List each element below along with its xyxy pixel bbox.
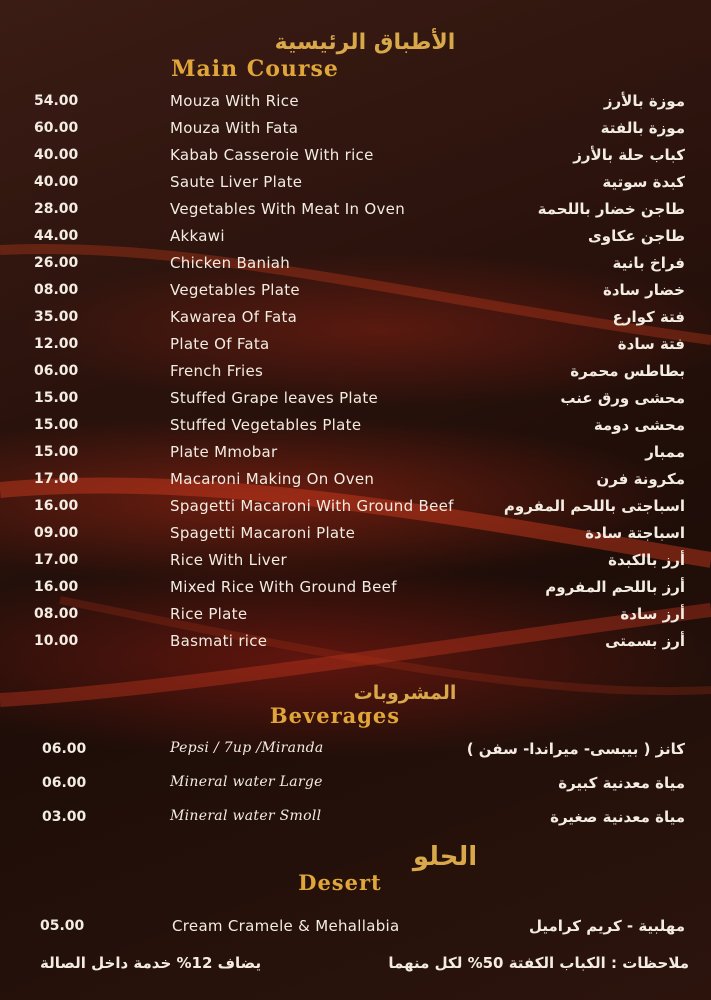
main-course-heading: [200, 30, 530, 55]
item-name-en: Kabab Casseroie With rice: [170, 146, 374, 164]
desert-title-ar: الحلو: [412, 842, 478, 872]
item-name-en: Mineral water Large: [170, 774, 323, 790]
menu-item: [0, 771, 711, 798]
item-price: 09.00: [34, 525, 79, 541]
beverages-heading: [330, 682, 480, 704]
item-price: 40.00: [34, 174, 79, 190]
item-price: 08.00: [34, 282, 79, 298]
item-name-ar: فتة سادة: [617, 335, 685, 353]
beverages-title-ar: المشروبات: [353, 682, 457, 704]
item-price: 06.00: [42, 775, 87, 791]
item-price: 08.00: [34, 606, 79, 622]
item-name-en: Stuffed Vegetables Plate: [170, 416, 362, 434]
item-name-en: Stuffed Grape leaves Plate: [170, 389, 379, 407]
beverages-heading-en: [225, 703, 445, 728]
item-name-ar: اسباجتى باللحم المفروم: [503, 497, 685, 515]
item-price: 16.00: [34, 498, 79, 514]
item-name-en: Mineral water Smoll: [170, 808, 322, 824]
item-name-ar: طاجن خضار باللحمة: [537, 200, 685, 218]
menu-item: [0, 805, 711, 832]
menu-item: [0, 440, 711, 467]
item-name-ar: طاجن عكاوى: [588, 227, 685, 245]
item-name-en: Pepsi / 7up /Miranda: [170, 740, 324, 756]
item-name-ar: محشى دومة: [593, 416, 685, 434]
item-name-en: Vegetables Plate: [170, 281, 300, 299]
menu-item: [0, 278, 711, 305]
item-name-ar: موزة بالفتة: [600, 119, 685, 137]
item-name-ar: كبدة سوتية: [602, 173, 685, 191]
item-name-ar: ممبار: [645, 443, 685, 461]
menu-item: [0, 521, 711, 548]
item-name-en: Mouza With Fata: [170, 119, 299, 137]
item-name-en: Mouza With Rice: [170, 92, 299, 110]
menu-item: [0, 143, 711, 170]
menu-item: [0, 89, 711, 116]
menu-item: [0, 629, 711, 656]
beverages-title-en: Beverages: [269, 703, 401, 728]
item-name-ar: موزة بالأرز: [603, 92, 685, 110]
item-name-en: Macaroni Making On Oven: [170, 470, 375, 488]
item-name-en: Kawarea Of Fata: [170, 308, 298, 326]
menu-item: [0, 548, 711, 575]
item-name-en: Cream Cramele & Mehallabia: [172, 917, 400, 935]
menu-item: [0, 170, 711, 197]
item-price: 17.00: [34, 471, 79, 487]
main-course-title-en: Main Course: [171, 56, 339, 82]
item-price: 10.00: [34, 633, 79, 649]
item-name-ar: اسباجتة سادة: [585, 524, 685, 542]
menu-item: [0, 914, 711, 941]
item-price: 05.00: [40, 918, 85, 934]
note-service-charge: يضاف 12% خدمة داخل الصالة: [40, 954, 262, 972]
item-name-en: Spagetti Macaroni With Ground Beef: [170, 497, 454, 515]
item-price: 06.00: [42, 741, 87, 757]
item-name-ar: أرز بسمتى: [605, 632, 685, 650]
menu-item: [0, 737, 711, 764]
item-name-en: French Fries: [170, 362, 264, 380]
item-name-en: Akkawi: [170, 227, 225, 245]
item-name-en: Vegetables With Meat In Oven: [170, 200, 406, 218]
item-name-en: Spagetti Macaroni Plate: [170, 524, 356, 542]
item-name-ar: مياة معدنية صغيرة: [550, 808, 685, 826]
item-price: 06.00: [34, 363, 79, 379]
item-name-en: Mixed Rice With Ground Beef: [170, 578, 397, 596]
item-name-en: Saute Liver Plate: [170, 173, 303, 191]
menu-item: [0, 602, 711, 629]
desert-heading: [380, 842, 510, 872]
item-name-ar: فراخ بانية: [612, 254, 685, 272]
item-price: 54.00: [34, 93, 79, 109]
menu-item: [0, 116, 711, 143]
menu-item: [0, 575, 711, 602]
item-name-ar: كانز ( بيبسى- ميراندا- سفن ): [466, 740, 685, 758]
item-name-en: Rice Plate: [170, 605, 248, 623]
menu-item: [0, 386, 711, 413]
item-price: 26.00: [34, 255, 79, 271]
item-name-en: Rice With Liver: [170, 551, 287, 569]
item-price: 03.00: [42, 809, 87, 825]
menu-item: [0, 197, 711, 224]
footer-notes: [0, 954, 711, 976]
main-course-heading-en: [130, 56, 380, 82]
menu-item: [0, 467, 711, 494]
menu-item: [0, 224, 711, 251]
menu-item: [0, 332, 711, 359]
item-price: 40.00: [34, 147, 79, 163]
item-name-ar: كباب حلة بالأرز: [573, 146, 685, 164]
item-price: 15.00: [34, 390, 79, 406]
item-price: 16.00: [34, 579, 79, 595]
item-name-en: Chicken Baniah: [170, 254, 291, 272]
item-name-ar: أرز سادة: [620, 605, 685, 623]
item-price: 35.00: [34, 309, 79, 325]
item-price: 60.00: [34, 120, 79, 136]
desert-title-en: Desert: [298, 870, 382, 895]
item-name-ar: مهلبية - كريم كراميل: [529, 917, 685, 935]
item-price: 17.00: [34, 552, 79, 568]
item-name-ar: مياة معدنية كبيرة: [558, 774, 685, 792]
desert-heading-en: [265, 870, 415, 895]
note-kebab: ملاحظات : الكباب الكفتة 50% لكل منهما: [388, 954, 689, 972]
item-price: 44.00: [34, 228, 79, 244]
item-name-ar: بطاطس محمرة: [570, 362, 685, 380]
item-name-en: Basmati rice: [170, 632, 268, 650]
menu-item: [0, 413, 711, 440]
item-name-ar: خضار سادة: [602, 281, 685, 299]
item-price: 28.00: [34, 201, 79, 217]
item-price: 12.00: [34, 336, 79, 352]
item-name-ar: فتة كوارع: [612, 308, 685, 326]
item-name-ar: مكرونة فرن: [596, 470, 685, 488]
menu-item: [0, 251, 711, 278]
item-name-en: Plate Of Fata: [170, 335, 270, 353]
menu-item: [0, 494, 711, 521]
item-name-ar: أرز باللحم المفروم: [545, 578, 685, 596]
menu-item: [0, 359, 711, 386]
menu-item: [0, 305, 711, 332]
item-name-ar: محشى ورق عنب: [560, 389, 685, 407]
item-name-ar: أرز بالكبدة: [608, 551, 685, 569]
item-name-en: Plate Mmobar: [170, 443, 278, 461]
main-course-title-ar: الأطباق الرئيسية: [274, 30, 456, 55]
item-price: 15.00: [34, 444, 79, 460]
item-price: 15.00: [34, 417, 79, 433]
